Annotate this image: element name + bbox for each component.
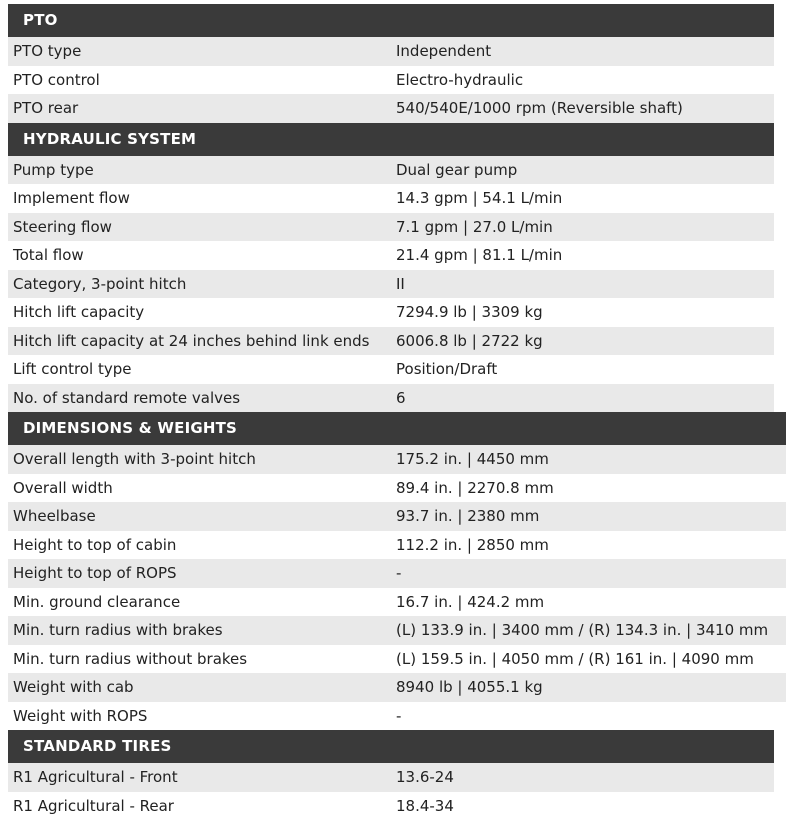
spec-label: Overall length with 3-point hitch: [13, 450, 256, 468]
spec-value: 16.7 in. | 424.2 mm: [396, 592, 545, 611]
spec-label: Total flow: [13, 246, 84, 264]
spec-value: 14.3 gpm | 54.1 L/min: [396, 189, 563, 207]
spec-value: 18.4-34: [396, 796, 454, 815]
spec-value: Position/Draft: [396, 360, 498, 378]
table-row: [8, 792, 774, 821]
table-row: [8, 445, 786, 474]
section-header-pto: PTO: [8, 4, 774, 37]
spec-label: R1 Agricultural - Front: [13, 768, 178, 786]
table-row: [8, 502, 786, 531]
spec-value: 6006.8 lb | 2722 kg: [396, 331, 543, 350]
spec-value: Dual gear pump: [396, 160, 518, 179]
spec-label: PTO rear: [13, 99, 79, 117]
spec-label: Overall width: [13, 478, 113, 497]
spec-label: R1 Agricultural - Rear: [13, 796, 174, 815]
spec-value: 7294.9 lb | 3309 kg: [396, 303, 543, 321]
spec-value: 540/540E/1000 rpm (Reversible shaft): [396, 99, 683, 117]
section-header-dimensions-weights: DIMENSIONS & WEIGHTS: [8, 412, 786, 445]
spec-label: Lift control type: [13, 360, 132, 378]
spec-value: (L) 159.5 in. | 4050 mm / (R) 161 in. | 4090 mm: [396, 649, 754, 668]
table-row: [8, 298, 774, 327]
spec-label: Category, 3-point hitch: [13, 274, 187, 293]
spec-value: II: [396, 274, 405, 293]
table-row: [8, 355, 774, 384]
section-header-standard-tires: STANDARD TIRES: [8, 730, 774, 763]
spec-value: 6: [396, 388, 406, 407]
spec-label: No. of standard remote valves: [13, 388, 241, 407]
table-row: [8, 270, 774, 299]
spec-sheet: [8, 4, 774, 820]
spec-label: Height to top of cabin: [13, 535, 177, 554]
table-row: [8, 156, 774, 185]
spec-value: 7.1 gpm | 27.0 L/min: [396, 217, 553, 236]
spec-label: Implement flow: [13, 189, 130, 207]
spec-label: Hitch lift capacity: [13, 303, 145, 321]
spec-label: Hitch lift capacity at 24 inches behind link ends: [13, 331, 370, 350]
spec-label: Wheelbase: [13, 507, 96, 525]
spec-label: Min. turn radius without brakes: [13, 649, 248, 668]
spec-value: 93.7 in. | 2380 mm: [396, 507, 540, 525]
table-row: [8, 94, 774, 123]
spec-label: Weight with cab: [13, 678, 134, 696]
table-row: [8, 588, 774, 617]
spec-label: Weight with ROPS: [13, 706, 148, 725]
table-row: [8, 241, 774, 270]
spec-value: Electro-hydraulic: [396, 70, 524, 89]
spec-value: 175.2 in. | 4450 mm: [396, 450, 549, 468]
spec-value: (L) 133.9 in. | 3400 mm / (R) 134.3 in. | 3410 mm: [396, 621, 769, 639]
spec-value: 8940 lb | 4055.1 kg: [396, 678, 543, 696]
spec-label: PTO control: [13, 70, 100, 89]
spec-value: 89.4 in. | 2270.8 mm: [396, 478, 554, 497]
table-row: [8, 673, 786, 702]
table-row: [8, 213, 774, 242]
table-row: [8, 184, 774, 213]
table-row: [8, 616, 786, 645]
section-header-hydraulic-system: HYDRAULIC SYSTEM: [8, 123, 774, 156]
spec-value: -: [396, 706, 402, 725]
spec-label: Height to top of ROPS: [13, 564, 177, 582]
table-row: [8, 66, 774, 95]
spec-value: 13.6-24: [396, 768, 454, 786]
table-row: [8, 37, 774, 66]
spec-label: Min. ground clearance: [13, 592, 181, 611]
spec-label: Min. turn radius with brakes: [13, 621, 223, 639]
spec-label: Pump type: [13, 160, 94, 179]
table-row: [8, 327, 774, 356]
table-row: [8, 559, 786, 588]
table-row: [8, 531, 774, 560]
spec-value: 21.4 gpm | 81.1 L/min: [396, 246, 563, 264]
spec-label: Steering flow: [13, 217, 112, 236]
table-row: [8, 763, 774, 792]
table-row: [8, 645, 774, 674]
spec-value: Independent: [396, 42, 492, 60]
spec-label: PTO type: [13, 42, 82, 60]
table-row: [8, 474, 774, 503]
table-row: [8, 384, 774, 413]
spec-value: -: [396, 564, 402, 582]
table-row: [8, 702, 774, 731]
spec-value: 112.2 in. | 2850 mm: [396, 535, 549, 554]
